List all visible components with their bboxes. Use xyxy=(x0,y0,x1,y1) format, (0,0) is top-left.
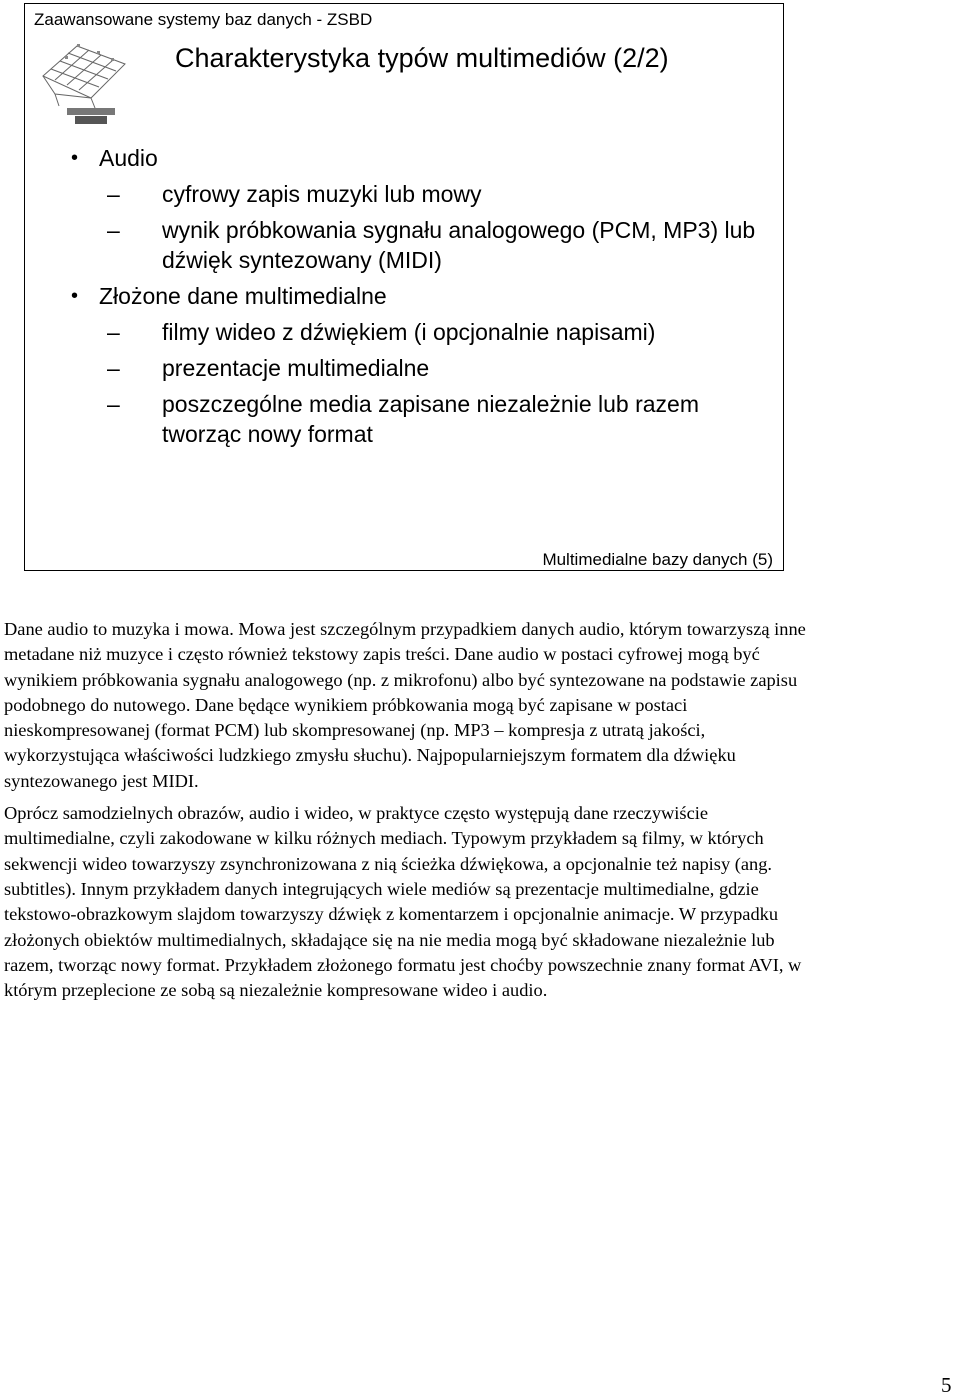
lecture-notes xyxy=(4,617,809,1010)
bullet-label: Audio xyxy=(99,145,158,171)
university-logo-icon xyxy=(37,36,133,130)
bullet-label: Złożone dane multimedialne xyxy=(99,283,387,309)
sub-item: – prezentacje multimedialne xyxy=(107,353,771,383)
notes-paragraph: Oprócz samodzielnych obrazów, audio i wideo, w praktyce często występują dane rzeczywiście multimedialne, czyli zakodowane w kilku różnych mediach. Typowym przykładem są filmy, w których sekwencji wideo towarzyszy zsynchronizowana z nią ścieżka dźwiękowa, a opcjonalnie też napisy (ang. subtitles). Innym przykładem danych integrujących wiele mediów są prezentacje multimedialne, gdzie tekstowo-obrazkowym slajdom towarzyszy dźwięk z komentarzem i opcjonalnie animacje. W przypadku złożonych obiektów multimedialnych, składające się na nie media mogą być składowane niezależnie lub razem, tworząc nowy format. Przykładem złożonego formatu jest choćby powszechnie znany format AVI, w którym przeplecione ze sobą są niezależnie kompresowane wideo i audio. xyxy=(4,803,802,1001)
slide-title: Charakterystyka typów multimediów (2/2) xyxy=(175,43,669,73)
sub-list xyxy=(99,179,771,275)
sub-list xyxy=(99,317,771,449)
slide-footer: Multimedialne bazy danych (5) xyxy=(542,550,773,569)
sub-item: – filmy wideo z dźwiękiem (i opcjonalnie napisami) xyxy=(107,317,771,347)
bullet-list xyxy=(71,143,771,455)
slide-frame xyxy=(24,3,784,571)
course-title: Zaawansowane systemy baz danych - ZSBD xyxy=(34,10,373,29)
bullet-audio xyxy=(71,143,771,275)
sub-item: – wynik próbkowania sygnału analogowego (PCM, MP3) lub dźwięk syntezowany (MIDI) xyxy=(107,215,771,275)
notes-paragraph: Dane audio to muzyka i mowa. Mowa jest szczególnym przypadkiem danych audio, którym towarzyszą inne metadane niż muzyce i często również tekstowy zapis treści. Dane audio w postaci cyfrowej mogą być wynikiem próbkowania sygnału analogowego (np. z mikrofonu) albo być syntezowane na podstawie zapisu podobnego do nutowego. Dane będące wynikiem próbkowania mogą być zapisane w postaci nieskompresowanej (format PCM) lub skompresowanej (np. MP3 – kompresja z utratą jakości, wykorzystująca właściwości ludzkiego zmysłu słuchu). Najpopularniejszym formatem dla dźwięku syntezowanego jest MIDI. xyxy=(4,619,806,791)
page-number: 5 xyxy=(941,1373,952,1397)
bullet-composite-data xyxy=(71,281,771,449)
sub-item: – poszczególne media zapisane niezależnie lub razem tworząc nowy format xyxy=(107,389,771,449)
sub-item: – cyfrowy zapis muzyki lub mowy xyxy=(107,179,771,209)
